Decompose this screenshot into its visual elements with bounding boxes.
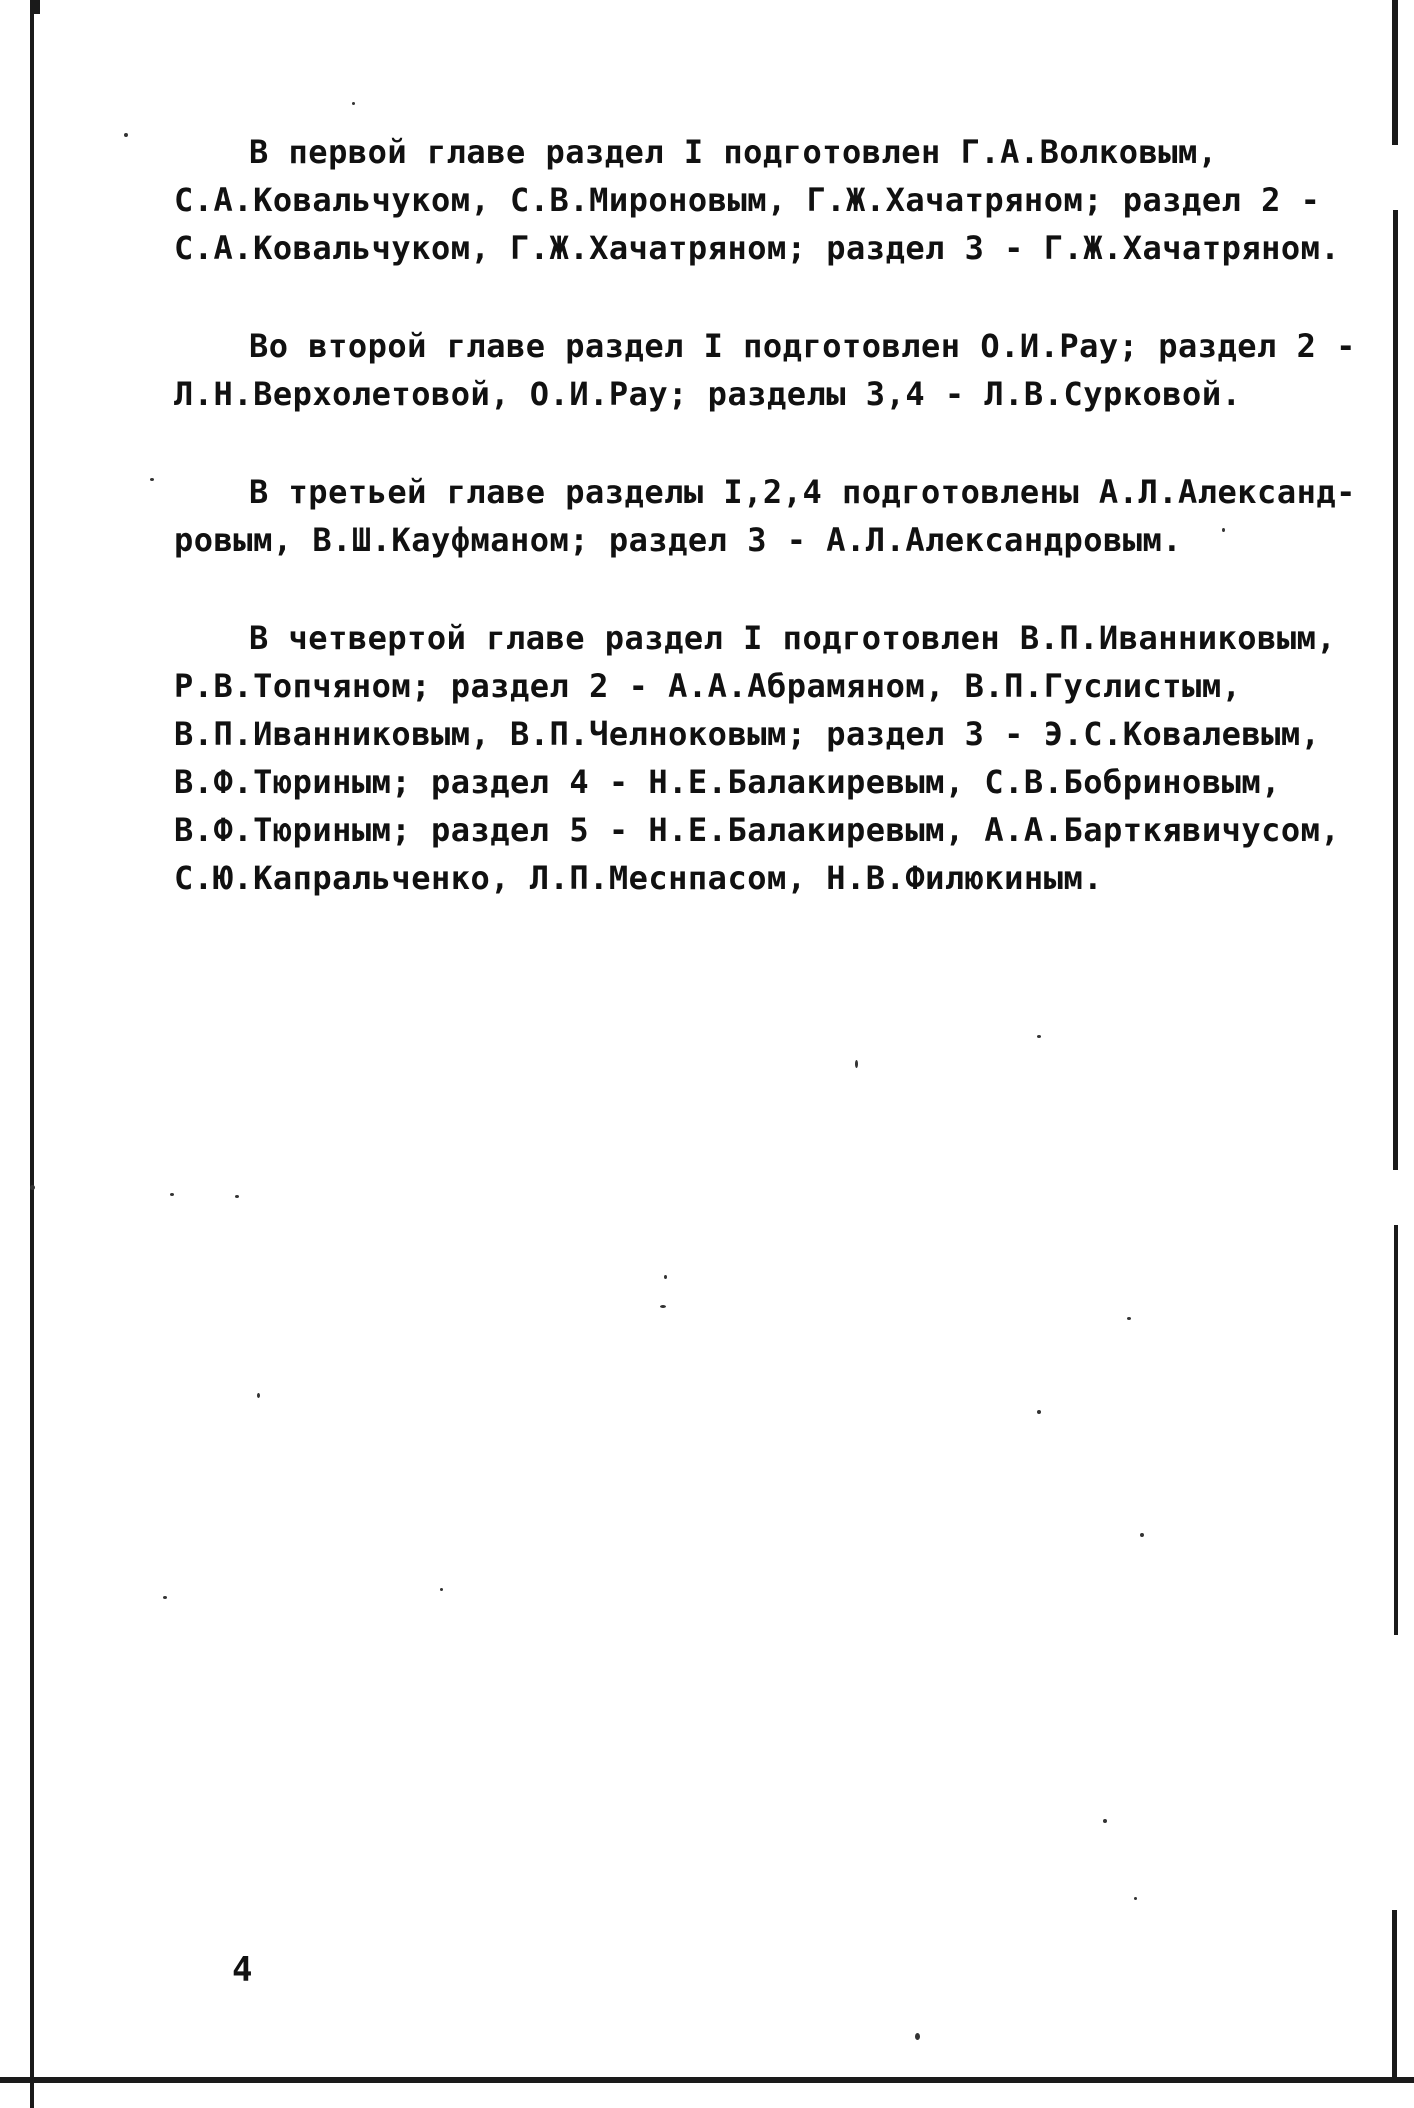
text-line: С.А.Ковальчуком, С.В.Мироновым, Г.Ж.Хачатряном; раздел 2 - (174, 181, 1321, 219)
scan-speck (257, 1393, 260, 1398)
text-line: В четвертой главе раздел I подготовлен В.П.Иванниковым, (249, 619, 1337, 657)
scan-speck (660, 1305, 666, 1308)
paragraph-chapter-3 (174, 468, 1356, 564)
page-number: 4 (232, 1950, 253, 1990)
scan-speck (855, 1060, 858, 1068)
scan-speck (235, 1195, 239, 1198)
scan-speck (1037, 1035, 1041, 1038)
text-line: В.Ф.Тюриным; раздел 5 - Н.Е.Балакиревым, А.А.Барткявичусом, (174, 811, 1341, 849)
scan-speck (1037, 1410, 1041, 1414)
paragraph-chapter-4 (174, 614, 1341, 902)
scan-speck (440, 1588, 443, 1591)
page-right-edge (1392, 0, 1398, 145)
scan-speck (150, 478, 154, 481)
page-corner-mark (30, 0, 40, 14)
paragraph-chapter-2 (174, 322, 1356, 418)
page-left-edge (30, 0, 34, 2108)
text-line: Л.Н.Верхолетовой, О.И.Рау; разделы 3,4 - Л.В.Сурковой. (174, 375, 1242, 413)
text-line: В первой главе раздел I подготовлен Г.А.Волковым, (249, 133, 1218, 171)
page-bottom-edge (0, 2077, 1414, 2083)
text-line: В.П.Иванниковым, В.П.Челноковым; раздел 3 - Э.С.Ковалевым, (174, 715, 1321, 753)
scan-speck (1222, 528, 1225, 532)
text-line: В третьей главе разделы I,2,4 подготовлены А.Л.Александ- (249, 473, 1356, 511)
scan-speck (1134, 1897, 1137, 1900)
scan-speck (163, 1596, 167, 1599)
text-line: С.Ю.Капральченко, Л.П.Меснпасом, Н.В.Филюкиным. (174, 859, 1103, 897)
page-right-edge (1394, 1225, 1398, 1635)
page-right-edge (1393, 210, 1398, 1170)
scan-speck (664, 1275, 667, 1279)
scan-speck (124, 133, 128, 137)
paragraph-chapter-1 (174, 128, 1341, 272)
scan-speck (30, 1185, 35, 1190)
text-line: Р.В.Топчяном; раздел 2 - А.А.Абрамяном, В.П.Гуслистым, (174, 667, 1242, 705)
scan-speck (915, 2033, 920, 2040)
text-line: ровым, В.Ш.Кауфманом; раздел 3 - А.Л.Александровым. (174, 521, 1183, 559)
body-text (174, 128, 1356, 952)
text-line: В.Ф.Тюриным; раздел 4 - Н.Е.Балакиревым, С.В.Бобриновым, (174, 763, 1281, 801)
scan-speck (1103, 1819, 1107, 1823)
scan-speck (1127, 1317, 1131, 1320)
scan-speck (352, 102, 355, 105)
scan-speck (1140, 1533, 1144, 1537)
text-line: С.А.Ковальчуком, Г.Ж.Хачатряном; раздел 3 - Г.Ж.Хачатряном. (174, 229, 1341, 267)
page-right-edge (1392, 1910, 1397, 2078)
text-line: Во второй главе раздел I подготовлен О.И.Рау; раздел 2 - (249, 327, 1356, 365)
scan-speck (170, 1193, 174, 1196)
